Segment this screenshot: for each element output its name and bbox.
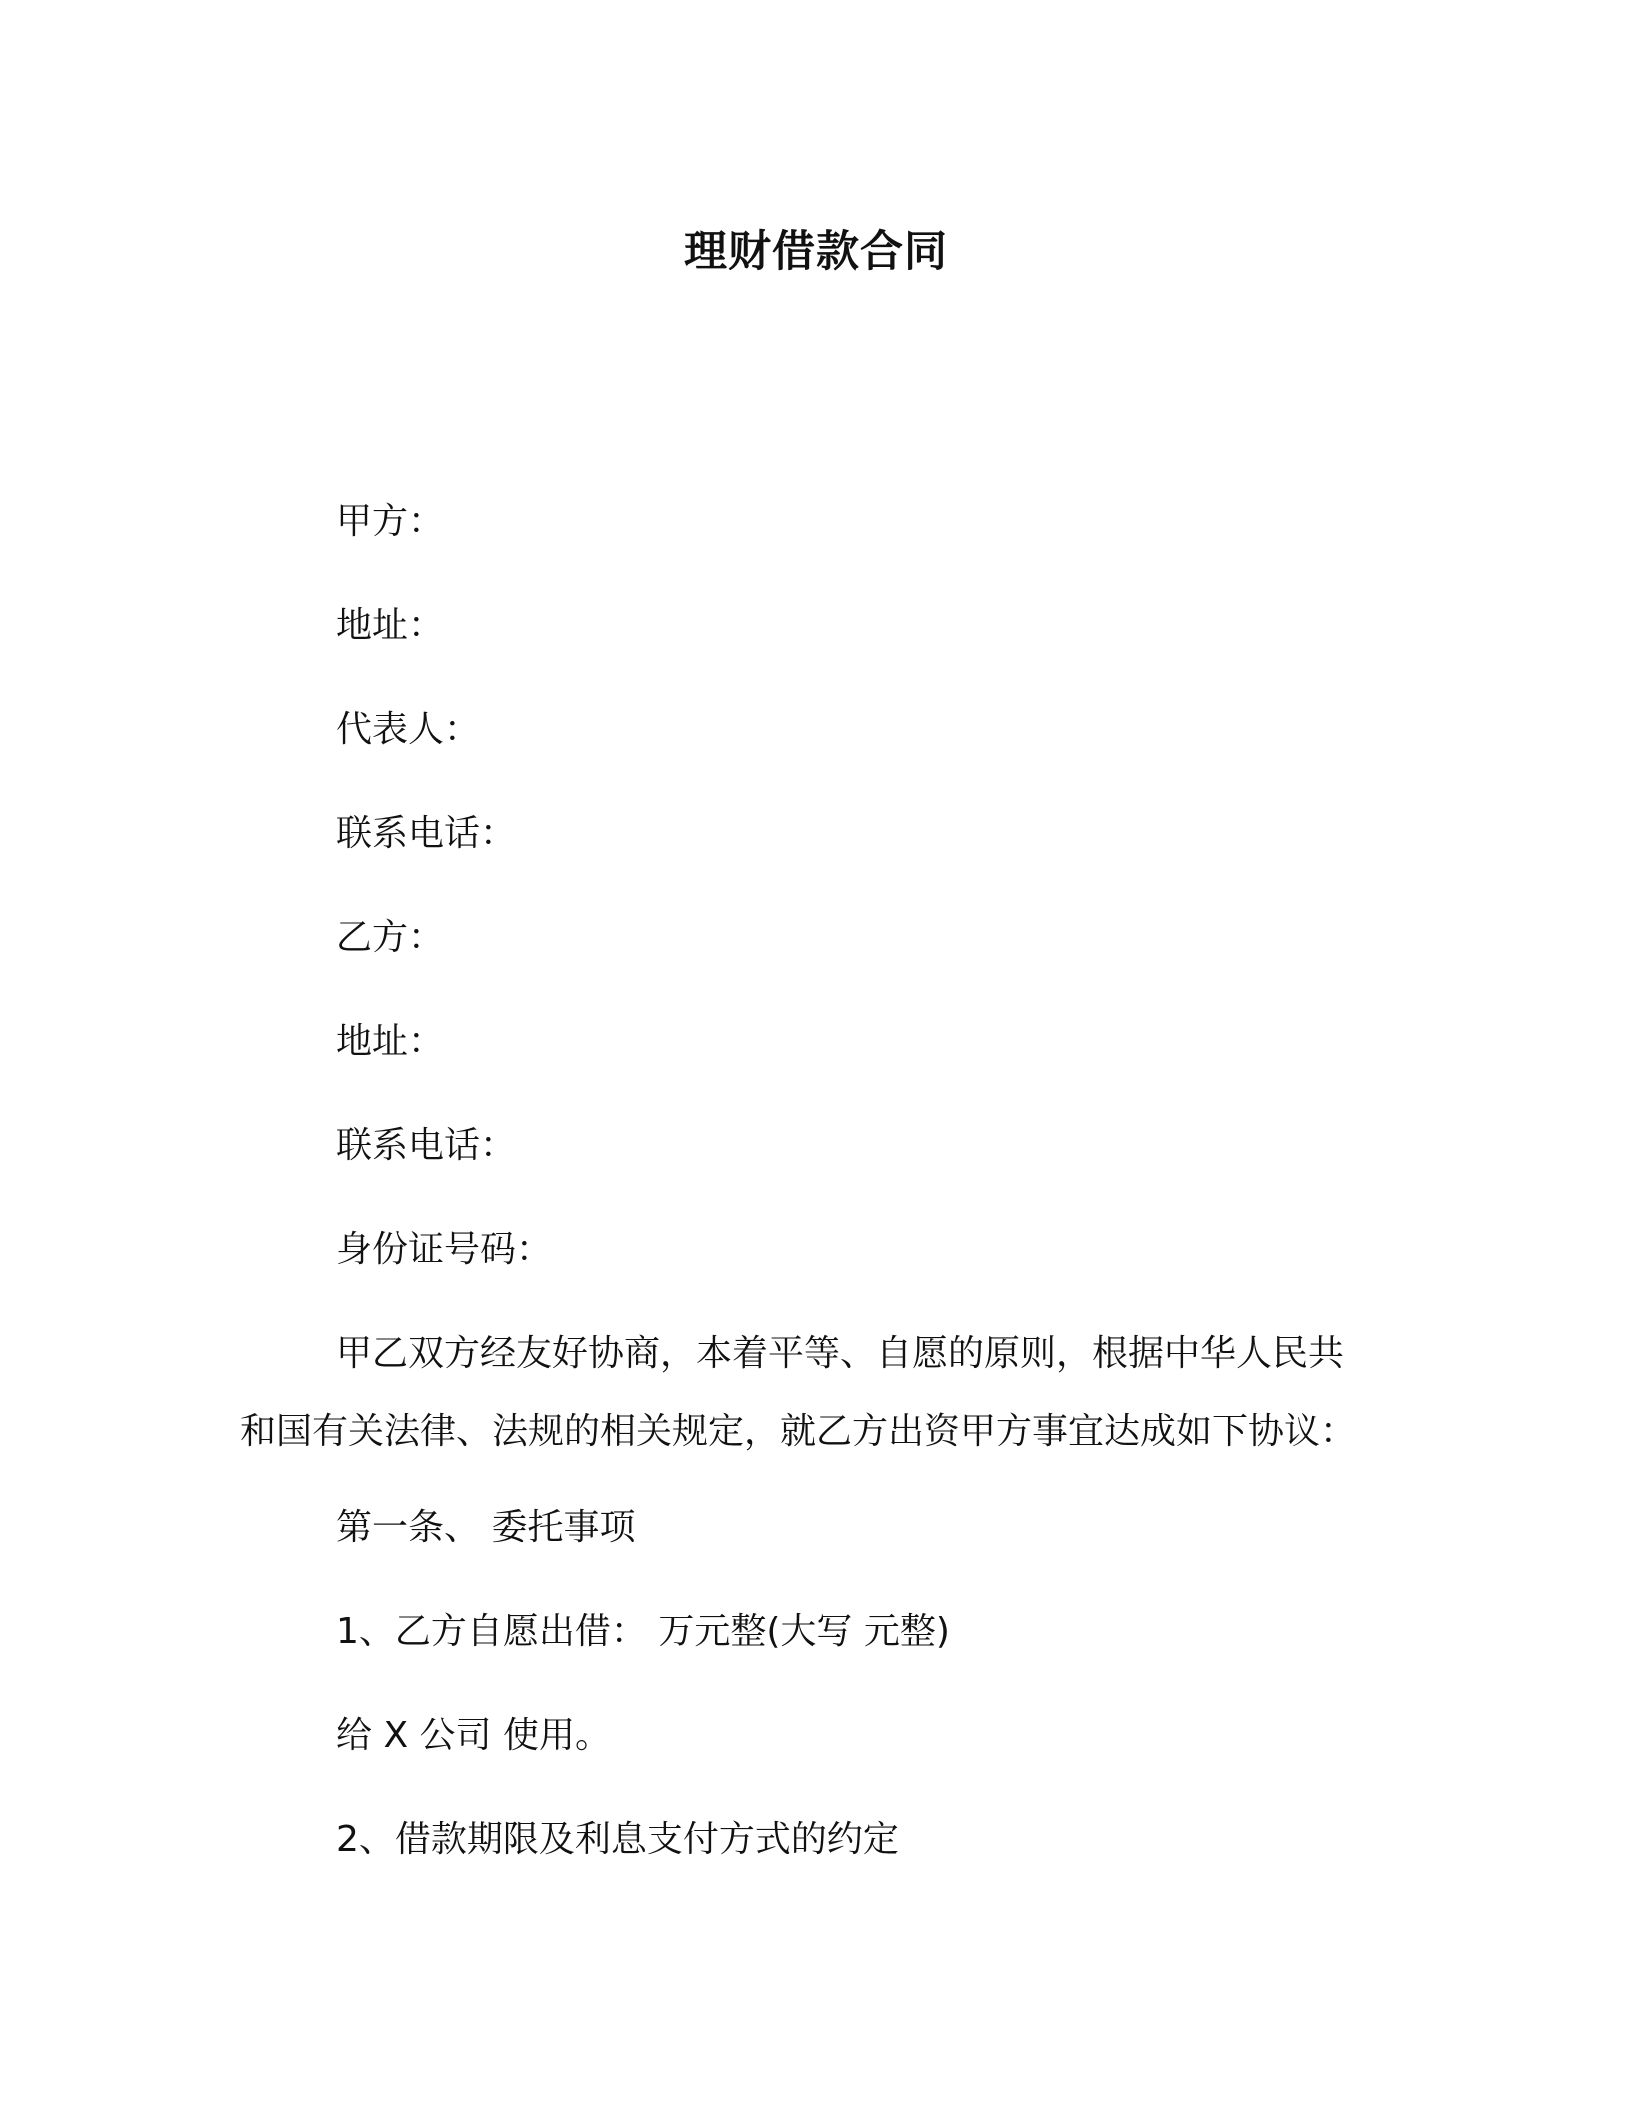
party-b-address-label: 地址：: [336, 1021, 445, 1062]
party-a-representative-label: 代表人：: [336, 709, 481, 750]
party-b-phone-label: 联系电话：: [336, 1125, 517, 1166]
preamble-line-2: 和国有关法律、法规的相关规定，就乙方出资甲方事宜达成如下协议：: [240, 1411, 1357, 1452]
article-1-item-2: 2、借款期限及利息支付方式的约定: [336, 1819, 899, 1860]
article-1-heading: 第一条、 委托事项: [336, 1507, 636, 1548]
party-a-phone-label: 联系电话：: [336, 813, 517, 854]
party-a-label: 甲方：: [336, 501, 445, 542]
article-1-item-1: 1、乙方自愿出借： 万元整(大写 元整): [336, 1611, 950, 1652]
party-b-id-label: 身份证号码：: [336, 1229, 553, 1270]
document-title: 理财借款合同: [684, 227, 948, 277]
preamble-line-1: 甲乙双方经友好协商，本着平等、自愿的原则，根据中华人民共: [336, 1333, 1345, 1374]
party-b-label: 乙方：: [336, 917, 445, 958]
article-1-item-1-continued: 给 X 公司 使用。: [336, 1715, 611, 1756]
party-a-address-label: 地址：: [336, 605, 445, 646]
